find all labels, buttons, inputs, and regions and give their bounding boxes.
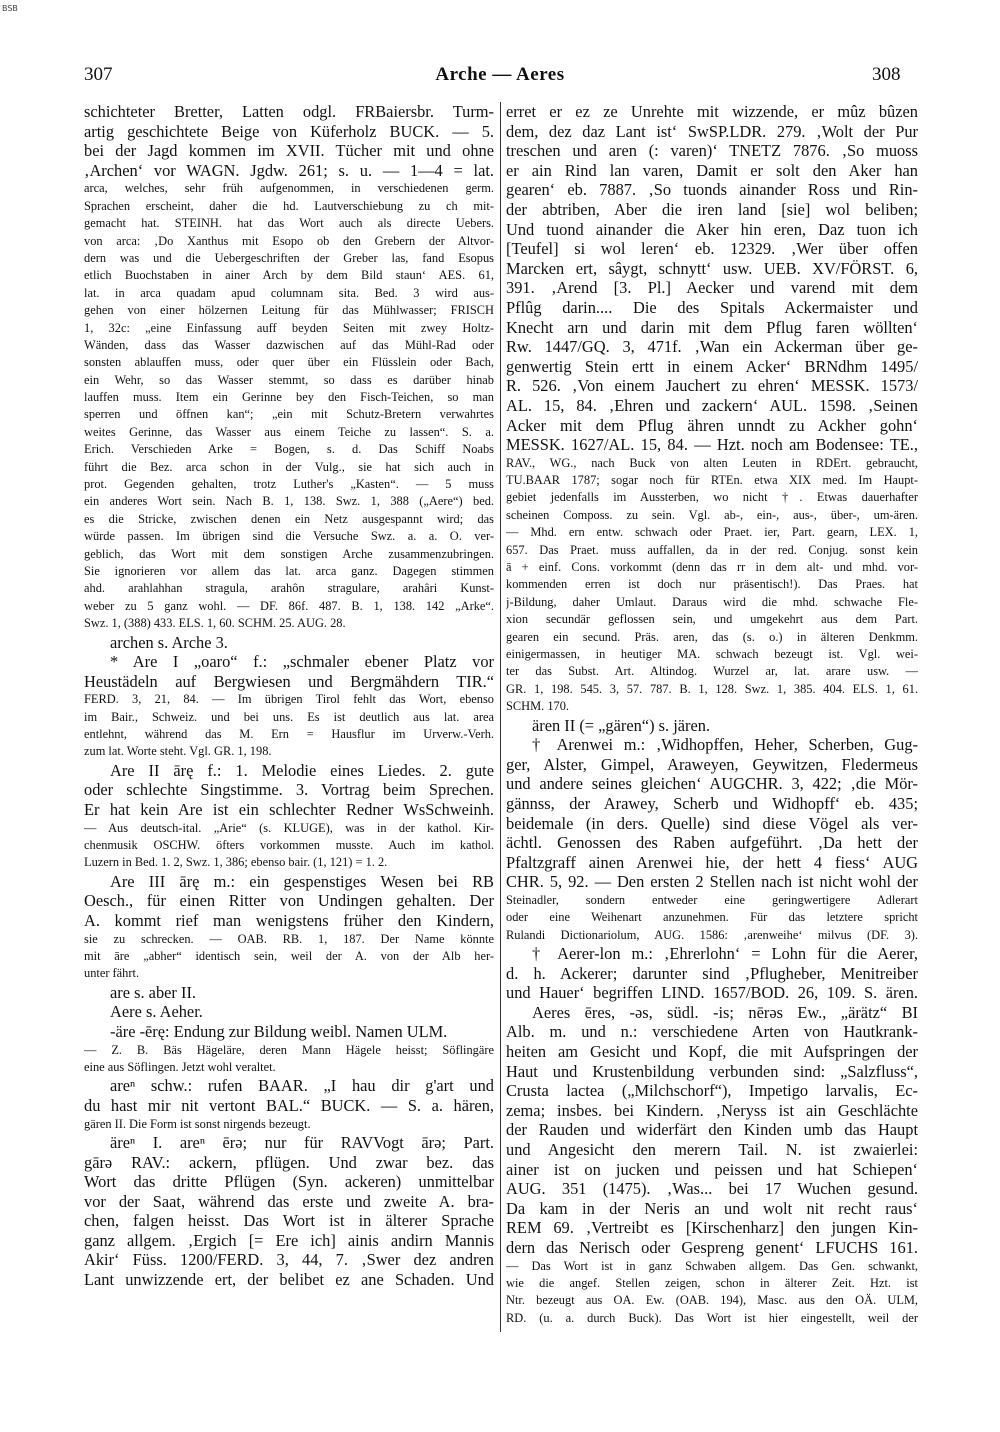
text-line: gehen von einer hölzernen Leitung für das Mühlwasser; FRISCH: [84, 303, 494, 318]
text-line: xion secundär geflossen sein, und umgekehrt aus dem Part.: [506, 612, 918, 627]
text-line: ā + einf. Cons. vorkommt (denn das rr in dem alt- und mhd. vor-: [506, 560, 918, 575]
text-line: vor der Saat, während das erste und zweite A. bra-: [84, 1191, 494, 1211]
text-line: sie zu schrecken. — OAB. RB. 1, 187. Der Name könnte: [84, 931, 494, 946]
text-line: [Teufel] si wol leren‘ eb. 12329. ‚Wer über offen: [506, 239, 918, 259]
text-line: Luzern in Bed. 1. 2, Swz. 1, 386; ebenso bair. (1, 121) = 1. 2.: [84, 855, 388, 870]
left-column: [84, 102, 494, 1332]
text-line: 1, 32c: „eine Einfassung auff beyden Seiten mit zwey Holtz-: [84, 320, 494, 335]
text-line: einigermassen, in heutiger MA. schwach bezeugt ist. Vgl. wei-: [506, 646, 918, 661]
text-line: — Z. B. Bäs Hägeläre, deren Mann Hägele heisst; Söflingäre: [84, 1042, 494, 1057]
text-line: REM 69. ‚Vertreibt es [Kirschenharz] den jungen Kin-: [506, 1218, 918, 1238]
text-line: du hast mir nit vertont BAL.“ BUCK. — S. a. hären,: [84, 1095, 494, 1115]
text-line: -äre -ērę: Endung zur Bildung weibl. Namen ULM.: [110, 1021, 448, 1041]
text-line: j-Bildung, daher Umlaut. Daraus wird die mhd. schwache Fle-: [506, 594, 918, 609]
text-line: ‚Archen‘ vor WAGN. Jgdw. 261; s. u. — 1—4 = lat.: [84, 160, 494, 180]
text-line: es die Stricke, zwischen denen ein Netz ausgespannt wird; das: [84, 511, 494, 526]
text-line: Rw. 1447/GQ. 3, 471f. ‚Wan ein Ackerman über ge-: [506, 337, 918, 357]
page-number-left: 307: [84, 64, 113, 85]
text-line: äreⁿ I. areⁿ ērə; nur für RAVVogt ārə; Part.: [110, 1132, 494, 1152]
text-line: weites Gerinne, das Wasser aus einem Teiche zu lassen“. S. a.: [84, 424, 494, 439]
text-line: der Rauden und widerfärt den Kinden umb das Haupt: [506, 1120, 918, 1140]
text-line: Und tuond ainander die Aker hin eren, Daz tuon ich: [506, 219, 918, 239]
text-line: Sie ignorieren vor allem das lat. arca ganz. Dagegen stimmen: [84, 563, 494, 578]
text-line: ainer ist on jucken und peissen und hat Schiepen‘: [506, 1159, 918, 1179]
text-line: wie die angef. Stellen zeigen, schon in älterer Zeit. Hzt. ist: [506, 1275, 918, 1290]
text-line: erret er ez ze Unrehte mit wizzende, er mûz bûzen: [506, 102, 918, 121]
text-line: Acker mit dem Pflug ähren unndt zu Ackher gohn‘: [506, 415, 918, 435]
text-line: — Mhd. ern entw. schwach oder Praet. ier, Part. gearn, LEX. 1,: [506, 525, 918, 540]
text-line: Pfaltzgraff ainen Arenwei hie, der hett 4 fiess‘ AUG: [506, 852, 918, 872]
text-line: ganz allgem. ‚Ergich [= Ere ich] ainis andirn Mannis: [84, 1230, 494, 1250]
text-line: prot. Gegenden gehalten, trotz Luther's „Kasten“. — 5 muss: [84, 477, 494, 492]
text-line: chenmusik OSCHW. öfters vorkommen musste. Auch im kathol.: [84, 838, 494, 853]
running-head: Arche — Aeres: [435, 64, 565, 85]
text-line: genwertig Stein ertt in einem Acker‘ BRNdhm 1495/: [506, 356, 918, 376]
text-line: RAV., WG., nach Buck von alten Leuten in RDErt. gebraucht,: [506, 455, 918, 470]
text-line: 391. ‚Arend [3. Pl.] Aecker und varend mit dem: [506, 278, 918, 298]
text-line: gännss, der Arawey, Scherb und Widhopff‘ eb. 435;: [506, 793, 918, 813]
text-line: zema; insbes. bei Kindern. ‚Neryss ist ain Geschlächte: [506, 1100, 918, 1120]
text-line: kommenden erren ist doch nur präsentisch!). Das Praes. hat: [506, 577, 918, 592]
library-watermark: BSB: [2, 4, 18, 13]
text-line: gemacht hat. STEINH. hat das Wort auch als directe Uebers.: [84, 216, 494, 231]
text-line: dern das Nerisch oder Gespreng genent‘ LFUCHS 161.: [506, 1237, 918, 1257]
text-line: TU.BAAR 1787; sogar noch für RTEn. etwa XIX med. Im Haupt-: [506, 473, 918, 488]
text-line: dern was und die Uebergeschriften der Greber las, fand Esopus: [84, 250, 494, 265]
text-line: Wänden, dass das Wasser dazwischen auf das Mühl-Rad oder: [84, 337, 494, 352]
text-line: — Aus deutsch-ital. „Arie“ (s. KLUGE), was in der kathol. Kir-: [84, 820, 494, 835]
text-line: entlehnt, während das M. Ern = Hausflur im Urverw.-Verh.: [84, 727, 494, 742]
text-line: Da kam in der Neris an und wolt nit recht raus‘: [506, 1198, 918, 1218]
text-line: eine aus Söflingen. Jetzt wohl veraltet.: [84, 1059, 276, 1074]
text-line: Er hat kein Are ist ein schlechter Redner WsSchweinh.: [84, 800, 494, 820]
text-line: Rulandi Dictionariolum, AUG. 1586: ‚arenweihe‘ milvus (DF. 3).: [506, 927, 918, 942]
text-line: von arca: ‚Do Xanthus mit Esopo ob den Grebern der Altvor-: [84, 233, 494, 248]
text-line: im Bair., Schweiz. und bei uns. Es ist deutlich aus lat. area: [84, 709, 494, 724]
page-number-right: 308: [872, 64, 901, 85]
text-line: würde passen. Im übrigen sind die Versuche Swz. a. a. O. ver-: [84, 529, 494, 544]
text-line: * Are I „oaro“ f.: „schmaler ebener Platz vor: [110, 652, 494, 672]
text-line: chen, falgen heisst. Das Wort ist in älterer Sprache: [84, 1211, 494, 1231]
text-line: heiten am Gesicht und Kopf, die mit Aufspringen der: [506, 1042, 918, 1062]
text-line: dem, dez daz Lant ist‘ SwSP.LDR. 279. ‚Wolt der Pur: [506, 121, 918, 141]
text-line: d. h. Ackerer; darunter sind ‚Pflugheber, Menitreiber: [506, 963, 918, 983]
text-line: artig geschichtete Beige von Küferholz BUCK. — 5.: [84, 121, 494, 141]
text-line: areⁿ schw.: rufen BAAR. „I hau dir g'art und: [110, 1076, 494, 1096]
text-line: Pflûg darin.... Die des Spitals Ackermaister und: [506, 297, 918, 317]
text-line: Akir‘ Füss. 1200/FERD. 3, 44, 7. ‚Swer dez andren: [84, 1250, 494, 1270]
text-line: are s. aber II.: [110, 982, 196, 1002]
text-line: Swz. 1, (388) 433. ELS. 1, 60. SCHM. 25. AUG. 28.: [84, 616, 346, 631]
text-line: † Aerer-lon m.: ‚Ehrerlohn‘ = Lohn für die Aerer,: [532, 944, 918, 964]
text-line: gearen ein secund. Präs. aren, das (s. o.) in älteren Denkmm.: [506, 629, 918, 644]
text-line: führt die Bez. arca schon in der Vulg., sie hat sich auch in: [84, 459, 494, 474]
text-line: archen s. Arche 3.: [110, 632, 228, 652]
text-line: — Das Wort ist in ganz Schwaben allgem. Das Gen. schwankt,: [506, 1258, 918, 1273]
text-line: arca, welches, sehr früh aufgenommen, in verschiedenen germ.: [84, 181, 494, 196]
text-line: Wort das dritte Pflügen (Syn. ackeren) unmittelbar: [84, 1172, 494, 1192]
text-line: 657. Das Praet. muss auffallen, da in der red. Conjug. sonst kein: [506, 542, 918, 557]
text-line: FERD. 3, 21, 84. — Im übrigen Tirol fehlt das Wort, ebenso: [84, 692, 494, 707]
text-line: Haut und Krustenbildung verbunden sind: „Salzfluss“,: [506, 1061, 918, 1081]
text-line: gebiet jedenfalls im Aussterben, wo nicht †. Etwas dauerhafter: [506, 490, 918, 505]
text-line: scheinen Composs. zu sein. Vgl. ab-, ein-, aus-, über-, um-ären.: [506, 507, 918, 522]
text-line: und andere seines gleichen‘ AUGCHR. 3, 422; ‚die Mör-: [506, 774, 918, 794]
text-line: Marcken ert, sâygt, schnytt‘ usw. UEB. XV/FÖRST. 6,: [506, 258, 918, 278]
text-line: unter fährt.: [84, 966, 140, 981]
text-line: geblich, das Wort mit dem sonstigen Arche zusammenzubringen.: [84, 546, 494, 561]
text-line: gären II. Die Form ist sonst nirgends bezeugt.: [84, 1116, 311, 1131]
text-line: zum lat. Worte steht. Vgl. GR. 1, 198.: [84, 744, 272, 759]
text-line: lat. in arca quadam apud columnam sita. Bed. 3 wird aus-: [84, 285, 494, 300]
text-line: oder schlechte Singstimme. 3. Vortrag beim Sprechen.: [84, 780, 494, 800]
text-line: sperren und öffnen kan“; „ein mit Schutz-Bretern verwahrtes: [84, 407, 494, 422]
text-line: ein anderes Wort sein. Nach B. 1, 138. Swz. 1, 388 („Aere“) bed.: [84, 494, 494, 509]
text-line: weber zu 5 ganz wohl. — DF. 86f. 487. B. 1, 138. 142 „Arke“.: [84, 598, 494, 613]
column-divider: [500, 102, 501, 1332]
text-line: CHR. 5, 92. — Den ersten 2 Stellen nach ist nicht wohl der: [506, 872, 918, 892]
right-column: [506, 102, 918, 1332]
text-line: und Angesicht den merern Tail. N. ist zwaierlei:: [506, 1140, 918, 1159]
text-line: Heustädeln auf Bergwiesen und Bergmähdern TIR.“: [84, 671, 494, 691]
text-line: Oesch., für einen Ritter von Undingen gehalten. Der: [84, 891, 494, 911]
text-line: ären II (= „gären“) s. jären.: [532, 715, 711, 735]
text-line: gārə RAV.: ackern, pflügen. Und zwar bez. das: [84, 1152, 494, 1172]
text-line: Are III ārę m.: ein gespenstiges Wesen bei RB: [110, 871, 494, 891]
text-line: Ntr. bezeugt aus OA. Ew. (OAB. 194), Masc. aus den OÄ. ULM,: [506, 1293, 918, 1308]
text-line: Sprachen erscheint, daher die hd. Lautverschiebung zu ch mit-: [84, 198, 494, 213]
text-line: MESSK. 1627/AL. 15, 84. — Hzt. noch am Bodensee: TE.,: [506, 435, 918, 455]
text-line: mit āre „abher“ identisch sein, weil der A. von der Alb her-: [84, 949, 494, 963]
text-line: ein Wehr, so das Wasser stemmt, so dass es darüber hinab: [84, 372, 494, 387]
text-line: oder eine Weihenart anzunehmen. Für das letztere spricht: [506, 910, 918, 925]
text-line: und Hauer‘ begriffen LIND. 1657/BOD. 26, 109. S. ären.: [506, 983, 918, 1003]
text-line: lauffen muss. Item ein Gerinne bey den Fisch-Teichen, so man: [84, 390, 494, 405]
text-line: ger, Alster, Gimpel, Araweyen, Geywitzen, Fledermeus: [506, 754, 918, 774]
text-line: bei der Jagd kommen im XVII. Tücher mit und ohne: [84, 141, 494, 161]
text-line: treschen und aren (: varen)‘ TNETZ 7876. ‚So muoss: [506, 141, 918, 161]
text-line: Aeres ēres, -əs, südl. -is; nērəs Ew., „ärätz“ BI: [532, 1002, 918, 1022]
text-line: Aere s. Aeher.: [110, 1002, 203, 1022]
text-line: Are II ārę f.: 1. Melodie eines Liedes. 2. gute: [110, 760, 494, 780]
text-line: schichteter Bretter, Latten odgl. FRBaiersbr. Turm-: [84, 102, 494, 121]
text-line: GR. 1, 198. 545. 3, 57. 787. B. 1, 128. Swz. 1, 385. 404. ELS. 1, 61.: [506, 681, 918, 696]
text-line: RD. (u. a. durch Buck). Das Wort ist hier eingestellt, weil der: [506, 1310, 918, 1325]
text-line: AUG. 351 (1475). ‚Was... bei 17 Wuchen gesund.: [506, 1179, 918, 1199]
text-line: Erich. Verschieden Arke = Bogen, s. d. Das Schiff Noabs: [84, 442, 494, 457]
text-line: ahd. arahlahhan stragula, arahôn stragulare, arahâri Kunst-: [84, 581, 494, 596]
text-line: beidemale (in ders. Quelle) sind diese Vögel als ver-: [506, 813, 918, 833]
text-line: ter das Subst. Art. Altindog. Wurzel ar, lat. arare usw. —: [506, 664, 918, 679]
text-line: sonsten ablauffen muss, oder quer über ein Flüsslein oder Bach,: [84, 355, 494, 370]
text-line: er ain Rind lan varen, Damit er solt den Aker han: [506, 160, 918, 180]
text-line: etlich Buochstaben in ainer Arch by dem Bild staun‘ AES. 61,: [84, 268, 494, 283]
text-line: AL. 15, 84. ‚Ehren und zackern‘ AUL. 1598. ‚Seinen: [506, 395, 918, 415]
text-line: † Arenwei m.: ‚Widhopffen, Heher, Scherben, Gug-: [532, 735, 918, 755]
text-line: gearen‘ eb. 7887. ‚So tuonds ainander Ross und Rin-: [506, 180, 918, 200]
text-line: SCHM. 170.: [506, 699, 569, 714]
text-line: der abtriben, Aber die iren land [sie] wol beliben;: [506, 199, 918, 219]
text-line: R. 526. ‚Von einem Jauchert zu ehren‘ MESSK. 1573/: [506, 376, 918, 396]
text-line: Alb. m. und n.: verschiedene Arten von Hautkrank-: [506, 1022, 918, 1042]
text-line: Crusta lactea („Milchschorf“), Impetigo larvalis, Ec-: [506, 1081, 918, 1101]
text-line: Lant unwizzende ert, der belibet ez ane Schaden. Und: [84, 1270, 494, 1290]
text-line: A. kommt rief man wenigstens früher den Kindern,: [84, 911, 494, 931]
text-line: Knecht arn und darin mit dem Pflug faren wöllten‘: [506, 317, 918, 337]
text-line: Steinadler, sondern entweder eine geringwertigere Adlerart: [506, 892, 918, 907]
text-line: ächtl. Genossen des Raben aufgeführt. ‚Da hett der: [506, 833, 918, 853]
